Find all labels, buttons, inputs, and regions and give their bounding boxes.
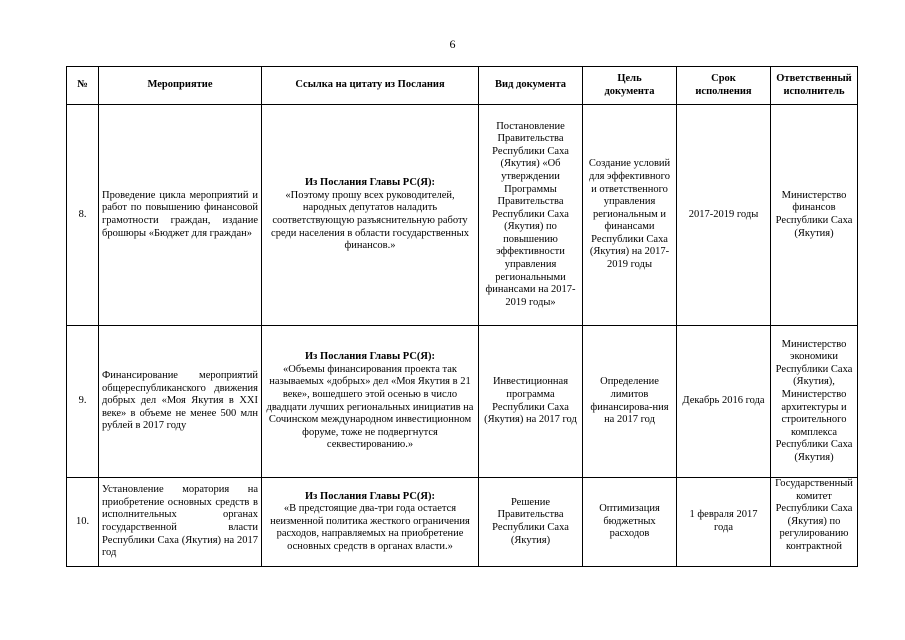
- quote-text: «В предстоящие два-три года остается неизменной политика жесткого ограничения расходов, направляемых на приобретение основных средств в органах власти.»: [270, 503, 470, 552]
- row-responsible: Министерство экономики Республики Саха (Якутия), Министерство архитектуры и строительного комплекса Республики Саха (Якутия): [771, 326, 858, 478]
- header-resp-line2: исполнитель: [783, 85, 845, 97]
- quote-heading: Из Послания Главы РС(Я):: [305, 177, 435, 189]
- action-plan-table: [66, 66, 858, 567]
- row-doc-type: Решение Правительства Республики Саха (Якутия): [479, 478, 583, 567]
- row-goal: Оптимизация бюджетных расходов: [583, 478, 677, 567]
- header-doc-type: Вид документа: [479, 67, 583, 105]
- header-goal: [583, 67, 677, 105]
- row-goal: Создание условий для эффективного и ответственного управления региональным и финансами Республики Саха (Якутия) на 2017-2019 годы: [583, 105, 677, 326]
- quote-text: «Поэтому прошу всех руководителей, народных депутатов наладить соответствующую разъяснительную работу среди населения в области государственных финансов.»: [271, 189, 469, 252]
- header-resp: [771, 67, 858, 105]
- row-doc-type: Инвестиционная программа Республики Саха (Якутия) на 2017 год: [479, 326, 583, 478]
- header-event: Мероприятие: [99, 67, 262, 105]
- header-quote: Ссылка на цитату из Послания: [262, 67, 479, 105]
- row-responsible: Государственный комитет Республики Саха (Якутия) по регулированию контрактной: [771, 478, 858, 567]
- table-row: [67, 478, 858, 567]
- header-term-line2: исполнения: [695, 85, 752, 97]
- row-doc-type: Постановление Правительства Республики Саха (Якутия) «Об утверждении Программы Правительства Республики Саха (Якутия) по повышению эффективности управления региональными финансами на 2017-2019 годы»: [479, 105, 583, 326]
- header-term: [677, 67, 771, 105]
- table-row: [67, 326, 858, 478]
- page-number: 6: [449, 37, 456, 51]
- row-term: 2017-2019 годы: [677, 105, 771, 326]
- row-number: 9.: [67, 326, 99, 478]
- row-event: Установление моратория на приобретение основных средств в исполнительных органах государственной власти Республики Саха (Якутия) на 2017 год: [99, 478, 262, 567]
- header-term-line1: Срок: [711, 72, 736, 84]
- quote-heading: Из Послания Главы РС(Я):: [305, 351, 435, 363]
- row-responsible: Министерство финансов Республики Саха (Якутия): [771, 105, 858, 326]
- table-row: [67, 105, 858, 326]
- row-term: 1 февраля 2017 года: [677, 478, 771, 567]
- row-number: 10.: [67, 478, 99, 567]
- row-term: Декабрь 2016 года: [677, 326, 771, 478]
- quote-text: «Объемы финансирования проекта так называемых «добрых» дел «Моя Якутия в 21 веке», вошедшего этой осенью в число двадцати лучших региональных инициатив на Сочинском международном инвестиционном форуме, тоже не подвергнутся секвестированию.»: [266, 363, 474, 451]
- header-goal-line2: документа: [604, 85, 655, 97]
- header-goal-line1: Цель: [617, 72, 642, 84]
- header-num: №: [67, 67, 99, 105]
- row-number: 8.: [67, 105, 99, 326]
- quote-heading: Из Послания Главы РС(Я):: [305, 490, 435, 502]
- row-event: Проведение цикла мероприятий и работ по повышению финансовой грамотности граждан, издание брошюры «Бюджет для граждан»: [99, 105, 262, 326]
- row-quote: [262, 105, 479, 326]
- row-quote: [262, 326, 479, 478]
- row-quote: [262, 478, 479, 567]
- header-resp-line1: Ответственный: [776, 72, 852, 84]
- row-goal: Определение лимитов финансирова-ния на 2017 год: [583, 326, 677, 478]
- row-event: Финансирование мероприятий общереспубликанского движения добрых дел «Моя Якутия в XXI веке» в объеме не менее 500 млн рублей в 2017 году: [99, 326, 262, 478]
- table-header-row: [67, 67, 858, 105]
